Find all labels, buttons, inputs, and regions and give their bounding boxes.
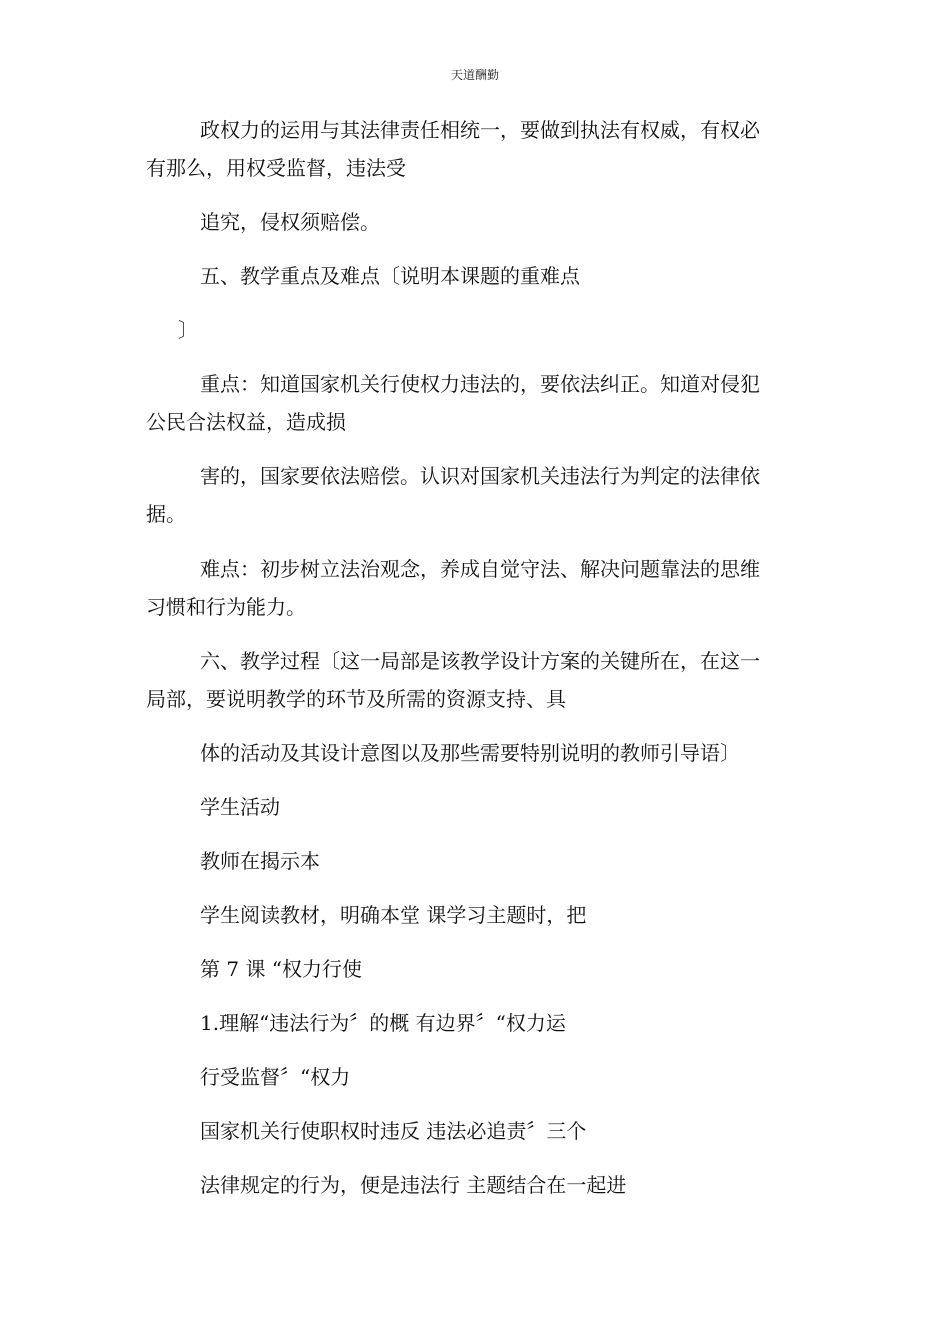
section-heading: 五、教学重点及难点〔说明本课题的重难点 (200, 264, 580, 288)
text-line: 追究，侵权须赔偿。 (200, 210, 380, 234)
text-line: 法律规定的行为，便是违法行 主题结合在一起进 (200, 1173, 627, 1197)
text-line: 国家机关行使职权时违反 违法必追责〞三个 (200, 1119, 587, 1143)
text-line: 体的活动及其设计意图以及那些需要特别说明的教师引导语〕 (200, 741, 740, 765)
text-line: 行受监督〞“权力 (200, 1065, 351, 1089)
text-line: 学生活动 (200, 795, 280, 819)
text-line: 〕 (178, 318, 198, 342)
text-line: 害的，国家要依法赔偿。认识对国家机关违法行为判定的法律依 (200, 464, 760, 488)
text-line: 教师在揭示本 (200, 849, 320, 873)
text-line: 重点：知道国家机关行使权力违法的，要依法纠正。知道对侵犯 (200, 372, 760, 396)
section-heading: 六、教学过程〔这一局部是该教学设计方案的关键所在，在这一 (200, 649, 760, 673)
text-line: 难点：初步树立法治观念，养成自觉守法、解决问题靠法的思维 (200, 557, 760, 581)
text-line: 政权力的运用与其法律责任相统一，要做到执法有权威，有权必 (200, 118, 760, 142)
text-line: 局部，要说明教学的环节及所需的资源支持、具 (146, 687, 566, 711)
text-line: 第 7 课 “权力行使 (200, 957, 363, 981)
page-header: 天道酬勤 (450, 68, 499, 82)
text-line: 有那么，用权受监督，违法受 (146, 156, 406, 180)
text-line: 学生阅读教材，明确本堂 课学习主题时，把 (200, 903, 587, 927)
text-line: 据。 (146, 502, 186, 526)
text-line: 公民合法权益，造成损 (146, 410, 346, 434)
text-line: 1.理解“违法行为〞的概 有边界〞“权力运 (200, 1011, 566, 1035)
text-line: 习惯和行为能力。 (146, 595, 306, 619)
